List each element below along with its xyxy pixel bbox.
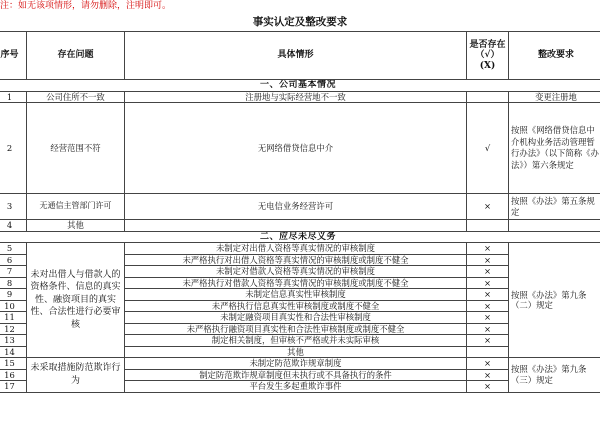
row-detail: 未制定防范欺诈规章制度 [125,358,467,370]
table-row [0,358,600,370]
table-row [0,243,600,255]
row-detail: 未制定信息真实性审核制度 [125,289,467,301]
row-no: 1 [0,91,27,103]
row-no: 5 [0,243,27,255]
row-detail: 平台发生多起重欺诈事件 [125,381,467,393]
row-requirement: 按照《网络借贷信息中介机构业务活动管理暂行办法》（以下简称《办法》）第六条规定 [509,103,600,194]
row-no: 2 [0,103,27,194]
row-no: 7 [0,266,27,278]
row-no: 4 [0,220,27,232]
row-no: 14 [0,346,27,358]
row-detail: 未制定融资项目真实性和合法性审核制度 [125,312,467,324]
section-row [0,231,600,243]
section-title: 一、公司基本情况 [0,80,600,92]
row-mark: × [467,194,509,220]
row-detail: 无电信业务经营许可 [125,194,467,220]
row-mark: × [467,323,509,335]
row-detail [125,220,467,232]
row-issue: 其他 [27,220,125,232]
document-title: 事实认定及整改要求 [252,16,348,28]
header-no: 序号 [0,32,27,80]
row-mark [467,91,509,103]
review-table [0,31,600,393]
row-requirement: 按照《办法》第五条规定 [509,194,600,220]
row-detail: 未严格执行对借款人资格等真实情况的审核制度或制度不健全 [125,277,467,289]
row-issue: 无通信主管部门许可 [27,194,125,220]
row-detail: 制定防范欺诈规章制度但未执行或不具备执行的条件 [125,369,467,381]
row-detail: 未制定对出借人资格等真实情况的审核制度 [125,243,467,255]
row-mark: × [467,289,509,301]
row-no: 16 [0,369,27,381]
row-issue: 公司住所不一致 [27,91,125,103]
header-requirement: 整改要求 [509,32,600,80]
row-requirement: 变更注册地 [509,91,600,103]
table-row [0,194,600,220]
row-detail: 其他 [125,346,467,358]
row-mark: × [467,381,509,393]
row-no: 17 [0,381,27,393]
header-exists: 是否存在（√）(X) [467,32,509,80]
table-row [0,103,600,194]
group-requirement: 按照《办法》第九条（三）规定 [509,358,600,393]
row-mark: × [467,335,509,347]
row-mark [467,220,509,232]
row-no: 13 [0,335,27,347]
row-no: 6 [0,254,27,266]
row-detail: 无网络借贷信息中介 [125,103,467,194]
row-no: 8 [0,277,27,289]
instruction-note: 注：如无该项情形，请勿删除，注明即可。 [0,1,172,11]
section-title: 二、应尽未尽义务 [0,231,600,243]
row-mark: × [467,358,509,370]
row-mark: × [467,312,509,324]
row-no: 10 [0,300,27,312]
row-no: 15 [0,358,27,370]
section-row [0,80,600,92]
row-requirement [509,220,600,232]
row-detail: 未严格执行对出借人资格等真实情况的审核制度或制度不健全 [125,254,467,266]
row-mark: × [467,369,509,381]
row-no: 9 [0,289,27,301]
row-detail: 未制定对借款人资格等真实情况的审核制度 [125,266,467,278]
row-no: 11 [0,312,27,324]
row-mark: × [467,243,509,255]
row-no: 3 [0,194,27,220]
row-mark: √ [467,103,509,194]
row-detail: 未严格执行融资项目真实性和合法性审核制度或制度不健全 [125,323,467,335]
row-mark [467,346,509,358]
row-issue: 经营范围不符 [27,103,125,194]
header-detail: 具体情形 [125,32,467,80]
row-detail: 未严格执行信息真实性审核制度或制度不健全 [125,300,467,312]
header-issue: 存在问题 [27,32,125,80]
group-issue: 未对出借人与借款人的资格条件、信息的真实性、融资项目的真实性、合法性进行必要审核 [27,243,125,358]
row-no: 12 [0,323,27,335]
header-row [0,32,600,80]
group-requirement: 按照《办法》第九条（二）规定 [509,243,600,358]
row-detail: 注册地与实际经营地不一致 [125,91,467,103]
table-row [0,91,600,103]
row-detail: 制定相关制度，但审核不严格或并未实际审核 [125,335,467,347]
table-row [0,220,600,232]
group-issue: 未采取措施防范欺诈行为 [27,358,125,393]
row-mark: × [467,266,509,278]
row-mark: × [467,254,509,266]
row-mark: × [467,277,509,289]
row-mark: × [467,300,509,312]
